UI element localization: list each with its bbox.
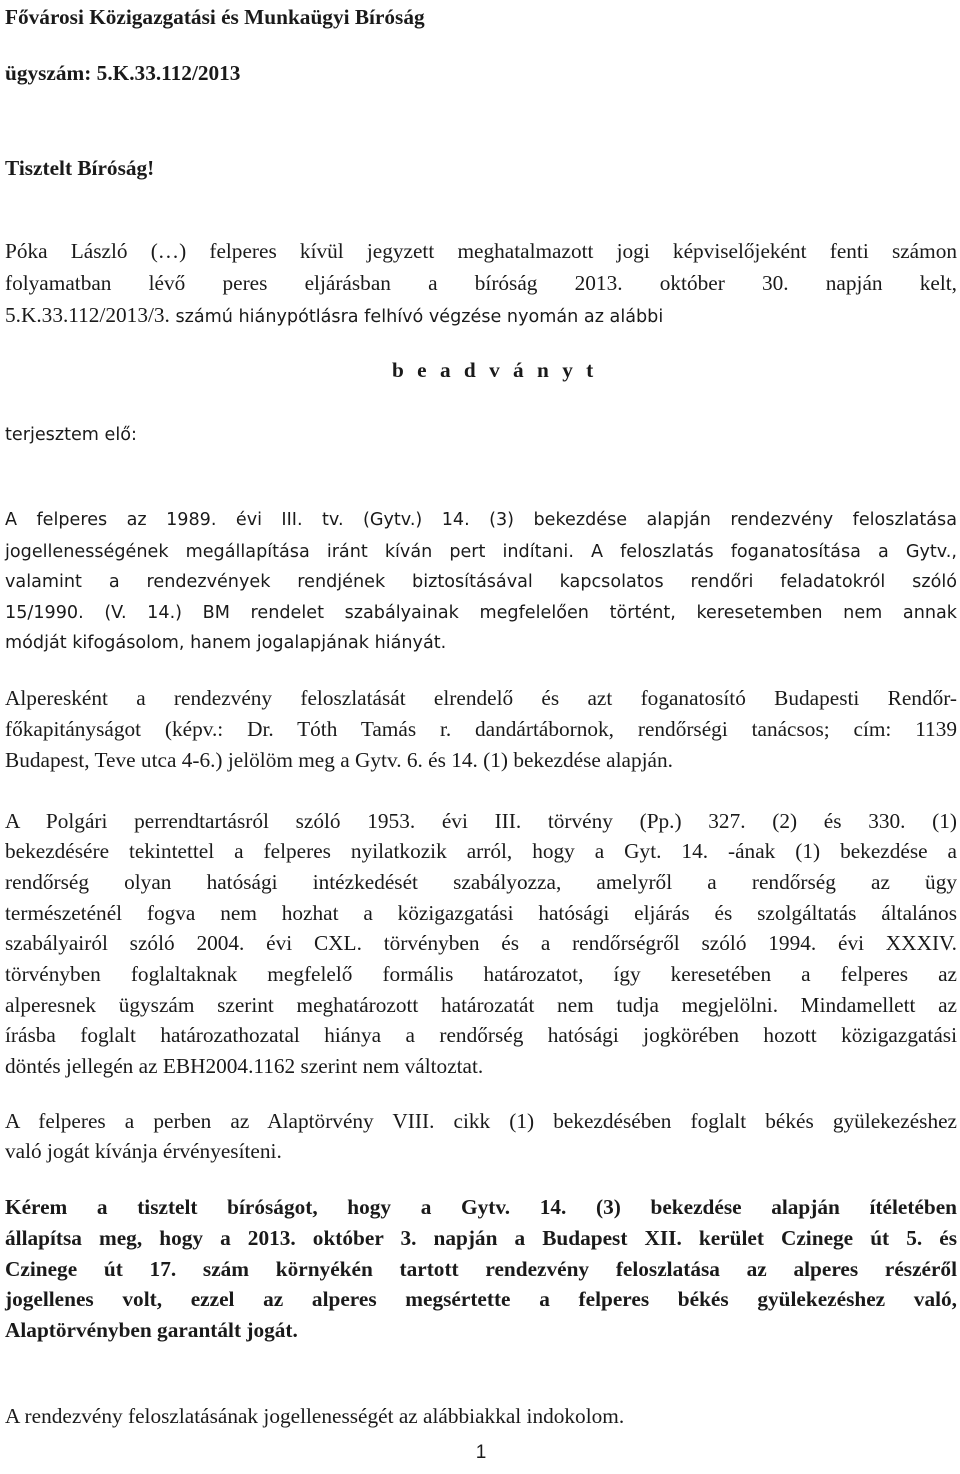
para3-line-2: bekezdésére tekintettel a felperes nyilatkozik arról, hogy a Gyt. 14. -ának (1) bekezdése a (5, 839, 957, 863)
para3-line-3: rendőrség olyan hatósági intézkedését szabályozza, amelyről a rendőrség az ügy (5, 870, 957, 894)
para3-line-9: döntés jellegén az EBH2004.1162 szerint nem változtat. (5, 1054, 484, 1078)
case-number: ügyszám: 5.K.33.112/2013 (5, 61, 241, 85)
para1-line-3: valamint a rendezvények rendjének biztosításával kapcsolatos rendőri feladatokról szóló (5, 572, 957, 592)
para3-line-6: törvényben foglaltaknak megfelelő formális határozatot, így keresetében a felperes az (5, 962, 957, 986)
para3-line-5: szabályairól szóló 2004. évi CXL. törvényben és a rendőrségről szóló 1994. évi XXXIV. (5, 931, 957, 955)
court-name: Fővárosi Közigazgatási és Munkaügyi Bíróság (5, 5, 425, 29)
para3-line-8: írásba foglalt határozathozatal hiánya a rendőrség hatósági jogkörében hozott közigazgatási (5, 1023, 957, 1047)
para1-line-4: 15/1990. (V. 14.) BM rendelet szabályainak megfelelően történt, keresetemben nem annak (5, 603, 957, 623)
para5-line-3: Czinege út 17. szám környékén tartott rendezvény feloszlatása az alperes részéről (5, 1257, 957, 1281)
para5-line-2: állapítsa meg, hogy a 2013. október 3. napján a Budapest XII. kerület Czinege út 5. és (5, 1226, 957, 1250)
para5-line-5: Alaptörvényben garantált jogát. (5, 1318, 298, 1342)
para1-line-2: jogellenességének megállapítása iránt kíván pert indítani. A feloszlatás foganatosítása a Gytv., (5, 542, 957, 562)
para2-line-3: Budapest, Teve utca 4-6.) jelölöm meg a Gytv. 6. és 14. (1) bekezdése alapján. (5, 748, 673, 772)
para4-line-2: való jogát kívánja érvényesíteni. (5, 1139, 282, 1163)
intro-line-2: folyamatban lévő peres eljárásban a bíróság 2013. október 30. napján kelt, (5, 271, 957, 295)
para5-line-4: jogellenes volt, ezzel az alperes megsértette a felperes békés gyülekezéshez való, (5, 1287, 957, 1311)
intro-line-1: Póka László (…) felperes kívül jegyzett meghatalmazott jogi képviselőjeként fenti számon (5, 239, 957, 263)
intro-line-3-ref: 5.K.33.112/2013/3. (5, 303, 170, 327)
para3-line-7: alperesnek ügyszám szerint meghatározott határozatát nem tudja megjelölni. Mindamellett az (5, 993, 957, 1017)
intro-line-3 (5, 300, 957, 330)
para4-line-1: A felperes a perben az Alaptörvény VIII. cikk (1) bekezdésében foglalt békés gyülekezéshez (5, 1109, 957, 1133)
para5-line-1: Kérem a tisztelt bíróságot, hogy a Gytv. 14. (3) bekezdése alapján ítéletében (5, 1195, 957, 1219)
intro-line-3-rest: számú hiánypótlásra felhívó végzése nyomán az alábbi (169, 307, 664, 327)
salutation: Tisztelt Bíróság! (5, 156, 155, 180)
para3-line-4: természeténél fogva nem hozhat a közigazgatási hatósági eljárás és szolgáltatás általános (5, 901, 957, 925)
submission-heading: b e a d v á n y t (392, 358, 598, 382)
para6: A rendezvény feloszlatásának jogellenességét az alábbiakkal indokolom. (5, 1404, 625, 1428)
para2-line-2: főkapitányságot (képv.: Dr. Tóth Tamás r. dandártábornok, rendőrségi tanácsos; cím: 1139 (5, 717, 957, 741)
para1-line-5: módját kifogásolom, hanem jogalapjának hiányát. (5, 633, 447, 653)
submit-text: terjesztem elő: (5, 425, 137, 445)
para1-line-1: A felperes az 1989. évi III. tv. (Gytv.) 14. (3) bekezdése alapján rendezvény feloszlatása (5, 510, 957, 530)
para3-line-1: A Polgári perrendtartásról szóló 1953. évi III. törvény (Pp.) 327. (2) és 330. (1) (5, 809, 957, 833)
page-number: 1 (475, 1442, 487, 1463)
para2-line-1: Alperesként a rendezvény feloszlatását elrendelő és azt foganatosító Budapesti Rendőr- (5, 686, 957, 710)
document-page (5, 0, 957, 1474)
